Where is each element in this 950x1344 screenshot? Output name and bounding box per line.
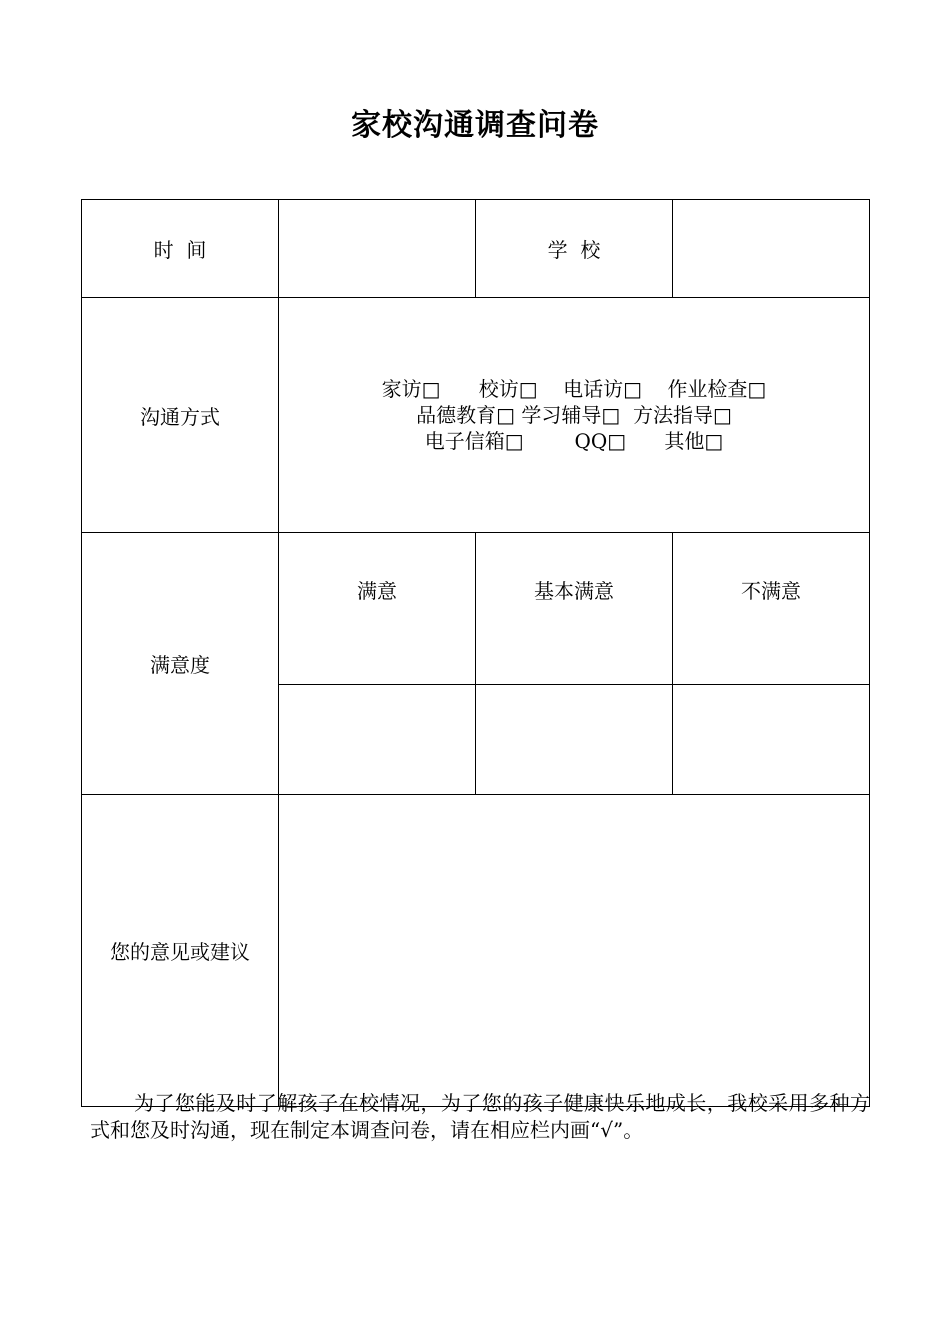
satisfaction-option-basically-satisfied: 基本满意 [476,533,673,685]
satisfaction-option-unsatisfied: 不满意 [673,533,870,685]
satisfaction-option-satisfied: 满意 [279,533,476,685]
time-field[interactable] [279,200,476,298]
method-option-study-tutoring[interactable]: 学习辅导□ [521,403,621,427]
footer-note: 为了您能及时了解孩子在校情况，为了您的孩子健康快乐地成长，我校采用多种方式和您及时沟通，现在制定本调查问卷，请在相应栏内画“√”。 [90,1091,870,1142]
method-option-moral-education[interactable]: 品德教育□ [416,403,515,427]
method-options [279,298,870,533]
method-option-home-visit[interactable]: 家访□ [381,377,441,401]
method-option-other[interactable]: 其他□ [664,429,724,453]
method-line-2 [279,402,869,428]
unsatisfied-mark-cell[interactable] [673,685,870,795]
method-option-email[interactable]: 电子信箱□ [424,429,524,453]
method-option-homework-check[interactable]: 作业检查□ [667,377,767,401]
survey-table [81,199,870,1107]
row-communication-method [82,298,870,533]
method-option-school-visit[interactable]: 校访□ [478,377,538,401]
method-line-3 [279,428,869,454]
method-label: 沟通方式 [82,298,279,533]
school-field[interactable] [673,200,870,298]
opinion-label: 您的意见或建议 [82,795,279,1107]
page-title: 家校沟通调查问卷 [351,108,599,143]
row-opinion [82,795,870,1107]
basically-satisfied-mark-cell[interactable] [476,685,673,795]
row-satisfaction-header [82,533,870,685]
method-option-qq[interactable]: QQ□ [574,429,627,453]
method-line-1 [279,376,869,402]
satisfied-mark-cell[interactable] [279,685,476,795]
method-option-phone-visit[interactable]: 电话访□ [563,377,642,401]
row-time-school [82,200,870,298]
method-option-method-guidance[interactable]: 方法指导□ [632,403,732,427]
satisfaction-label: 满意度 [82,533,279,795]
school-label: 学 校 [476,200,673,298]
time-label: 时 间 [82,200,279,298]
opinion-field[interactable] [279,795,870,1107]
